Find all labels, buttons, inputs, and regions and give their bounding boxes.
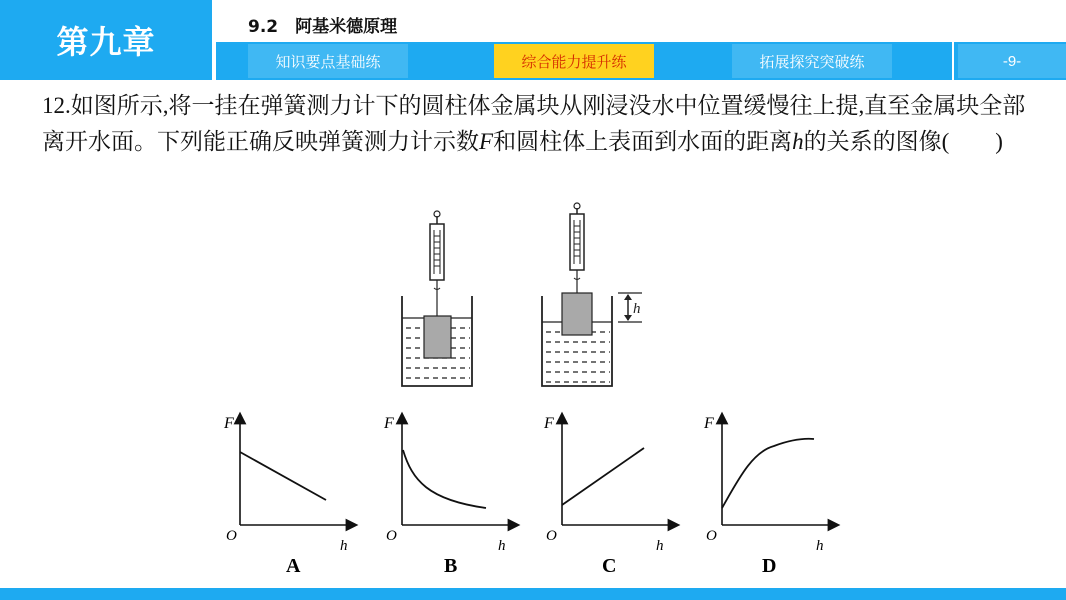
graph-a <box>223 415 352 577</box>
section-title: 9.2 阿基米德原理 <box>248 17 398 37</box>
graph-d-curve <box>722 439 814 508</box>
h-dimension-label: h <box>633 301 641 317</box>
question-part-2: 和圆柱体上表面到水面的距离 <box>493 129 793 154</box>
graph-b <box>383 415 514 577</box>
graph-d <box>703 415 834 577</box>
graph-b-x-label: h <box>498 538 506 554</box>
option-graphs <box>200 400 860 585</box>
graph-b-y-label: F <box>384 415 394 432</box>
graph-a-y-label: F <box>224 415 234 432</box>
graph-c-curve <box>562 448 644 505</box>
graph-d-y-label: F <box>704 415 714 432</box>
graph-b-curve <box>403 450 486 508</box>
setup-left <box>402 211 472 386</box>
graph-a-origin: O <box>226 528 237 544</box>
experiment-figure <box>390 196 670 396</box>
variable-h: h <box>792 129 804 154</box>
setup-right <box>542 203 642 386</box>
tab-basic-practice[interactable]: 知识要点基础练 <box>248 44 408 78</box>
option-c-letter[interactable]: C <box>602 555 617 577</box>
graph-d-x-label: h <box>816 538 824 554</box>
tab-comprehensive-practice[interactable]: 综合能力提升练 <box>494 44 654 78</box>
graph-b-origin: O <box>386 528 397 544</box>
option-a-letter[interactable]: A <box>286 555 301 577</box>
graph-c <box>543 415 674 577</box>
spring-scale-body <box>570 214 584 270</box>
chapter-title: 第九章 <box>0 0 212 80</box>
graph-c-y-label: F <box>544 415 554 432</box>
graph-a-x-label: h <box>340 538 348 554</box>
question-part-3: 的关系的图像( ) <box>803 129 1003 154</box>
tab-extended-practice[interactable]: 拓展探究突破练 <box>732 44 892 78</box>
footer-bar <box>0 588 1066 600</box>
question-part-1: 12.如图所示,将一挂在弹簧测力计下的圆柱体金属块从刚浸没水中位置缓慢往上提,直至金属块全部离开水面。下列能正确反映弹簧测力计示数 <box>42 93 1026 154</box>
question-text <box>42 88 1032 160</box>
variable-f: F <box>479 129 494 154</box>
graph-c-x-label: h <box>656 538 664 554</box>
metal-cylinder <box>424 316 451 358</box>
graph-a-curve <box>240 452 326 500</box>
header <box>0 0 1066 80</box>
option-b-letter[interactable]: B <box>444 555 458 577</box>
spring-scale-body <box>430 224 444 280</box>
metal-cylinder <box>562 293 592 335</box>
option-d-letter[interactable]: D <box>762 555 777 577</box>
graph-c-origin: O <box>546 528 557 544</box>
tab-separator <box>952 42 954 80</box>
graph-d-origin: O <box>706 528 717 544</box>
page-number: -9- <box>958 44 1066 78</box>
